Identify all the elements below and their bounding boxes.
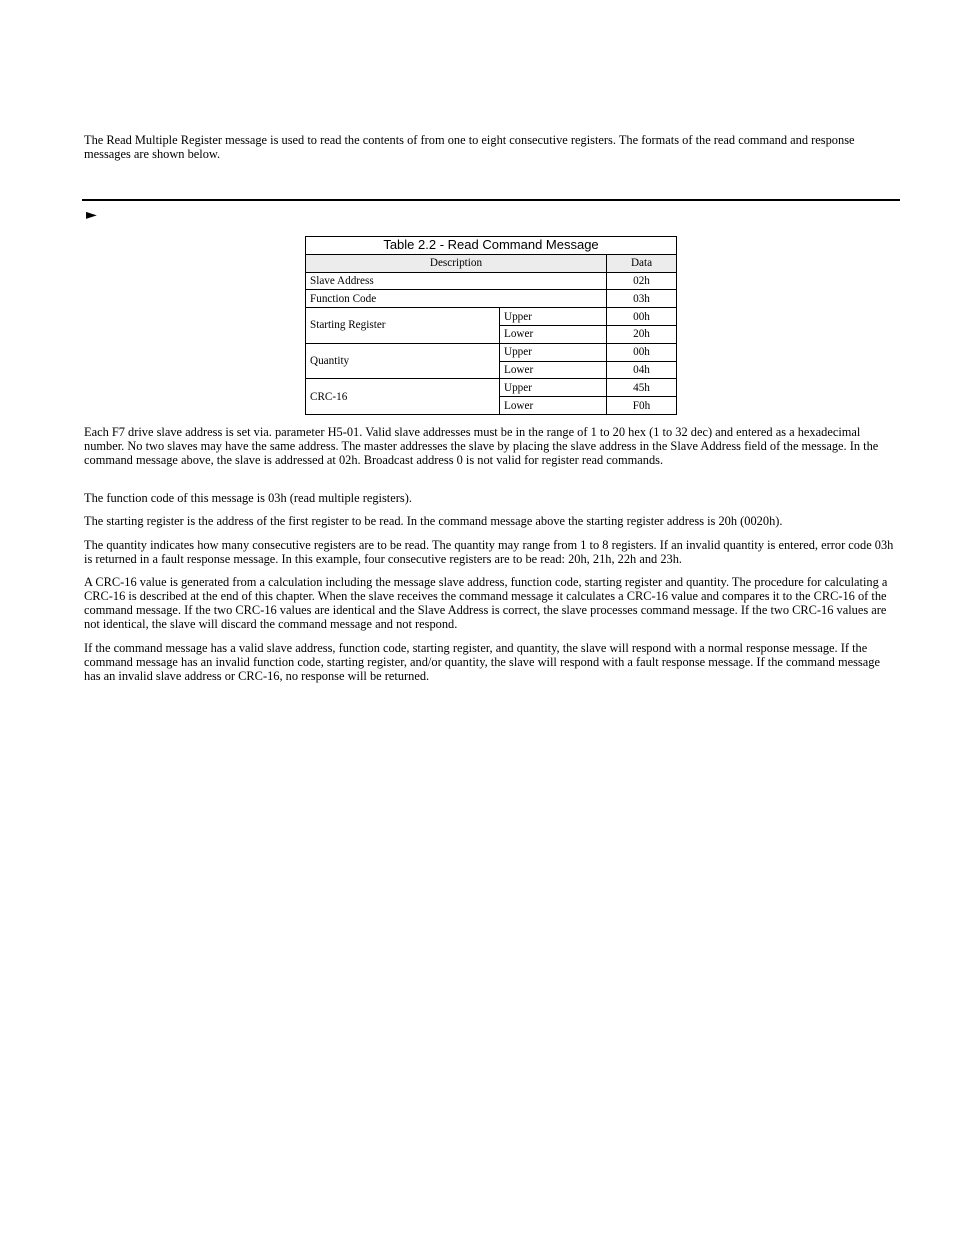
function-code-paragraph: The function code of this message is 03h (read multiple registers).: [84, 491, 412, 505]
intro-paragraph: The Read Multiple Register message is used to read the contents of from one to eight consecutive registers. The formats of the read command and response messages are shown below.: [84, 133, 855, 161]
section-divider: [82, 199, 900, 201]
table-row: [306, 379, 677, 397]
table-row: [306, 272, 677, 290]
slave-address-paragraph: Each F7 drive slave address is set via. parameter H5-01. Valid slave addresses must be in the range of 1 to 20 hex (1 to 32 dec) and entered as a hexadecimal number. No two slaves may have the same address. The master addresses the slave by placing the slave address in the Slave Address field of the message. In the command message above, the slave is addressed at 02h. Broadcast address 0 is not valid for register read commands.: [84, 425, 879, 467]
row-sublabel: Lower: [500, 397, 607, 415]
row-data: 45h: [607, 379, 677, 397]
row-label: Quantity: [306, 343, 500, 379]
quantity-paragraph: The quantity indicates how many consecutive registers are to be read. The quantity may range from 1 to 8 registers. If an invalid quantity is entered, error code 03h is returned in a fault response message. In this example, four consecutive registers are to be read: 20h, 21h, 22h and 23h.: [84, 538, 894, 566]
row-label: Starting Register: [306, 308, 500, 344]
table-header-data: Data: [607, 254, 677, 272]
crc-paragraph: A CRC-16 value is generated from a calculation including the message slave address, function code, starting register and quantity. The procedure for calculating a CRC-16 is described at the end of this chapter. When the slave receives the command message it calculates a CRC-16 value and compares it to the CRC-16 of the command message. If the two CRC-16 values are identical and the Slave Address is correct, the slave processes command message. If the two CRC-16 values are not identical, the slave will discard the command message and not respond.: [84, 575, 888, 631]
row-data: 00h: [607, 343, 677, 361]
row-data: 00h: [607, 308, 677, 326]
row-label: Slave Address: [306, 272, 607, 290]
row-data: 03h: [607, 290, 677, 308]
section-arrow-icon: ►: [86, 207, 97, 223]
row-data: F0h: [607, 397, 677, 415]
row-sublabel: Lower: [500, 325, 607, 343]
table-row: [306, 308, 677, 326]
row-data: 20h: [607, 325, 677, 343]
row-sublabel: Upper: [500, 308, 607, 326]
table-row: [306, 343, 677, 361]
row-label: CRC-16: [306, 379, 500, 415]
row-sublabel: Upper: [500, 379, 607, 397]
response-paragraph: If the command message has a valid slave address, function code, starting register, and quantity, the slave will respond with a normal response message. If the command message has an invalid function code, starting register, and/or quantity, the slave will respond with a fault response message. If the command message has an invalid slave address or CRC-16, no response will be returned.: [84, 641, 880, 683]
row-data: 02h: [607, 272, 677, 290]
table-row: [306, 290, 677, 308]
row-label: Function Code: [306, 290, 607, 308]
table-caption: Table 2.2 - Read Command Message: [306, 237, 677, 255]
starting-register-paragraph: The starting register is the address of the first register to be read. In the command message above the starting register address is 20h (0020h).: [84, 514, 783, 528]
row-sublabel: Lower: [500, 361, 607, 379]
row-sublabel: Upper: [500, 343, 607, 361]
read-command-table: [305, 236, 677, 415]
table-header-description: Description: [306, 254, 607, 272]
row-data: 04h: [607, 361, 677, 379]
